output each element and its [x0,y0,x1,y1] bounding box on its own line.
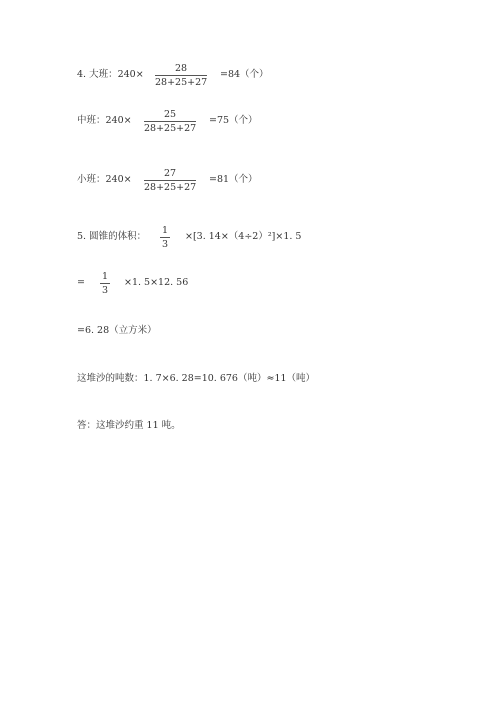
small-class-numerator: 27 [163,168,177,179]
big-class-denominator: 28+25+27 [155,77,208,88]
cone-volume-fraction [160,225,170,250]
big-class-result: =84（个） [220,69,269,80]
fraction-one-third-denominator: 3 [101,285,109,296]
small-class-prefix: 小班：240× [77,174,132,185]
small-class-denominator: 28+25+27 [144,182,197,193]
big-class-numerator: 28 [174,63,188,74]
middle-class-fraction [144,109,196,134]
tonnage-calculation: 这堆沙的吨数：1. 7×6. 28=10. 676（吨）≈11（吨） [77,373,316,384]
cone-volume-label: 5. 圆锥的体积： [77,231,147,242]
middle-class-result: =75（个） [209,115,258,126]
middle-class-numerator: 25 [163,109,177,120]
cone-volume-expression: ×[3. 14×（4÷2）²]×1. 5 [185,231,302,242]
step-expression: ×1. 5×12. 56 [124,277,189,288]
middle-class-denominator: 28+25+27 [144,123,197,134]
step-fraction [100,271,110,296]
fraction-one-third-numerator: 1 [101,271,109,282]
final-answer: 答：这堆沙约重 11 吨。 [77,420,181,431]
volume-result: =6. 28（立方米） [77,325,157,336]
small-class-fraction [144,168,196,193]
big-class-prefix: 4. 大班：240× [77,69,144,80]
fraction-one-third-numerator: 1 [161,225,169,236]
fraction-one-third-denominator: 3 [161,239,169,250]
small-class-result: =81（个） [209,174,258,185]
step-equals: = [77,277,85,288]
big-class-fraction [155,63,207,88]
middle-class-prefix: 中班：240× [77,115,132,126]
